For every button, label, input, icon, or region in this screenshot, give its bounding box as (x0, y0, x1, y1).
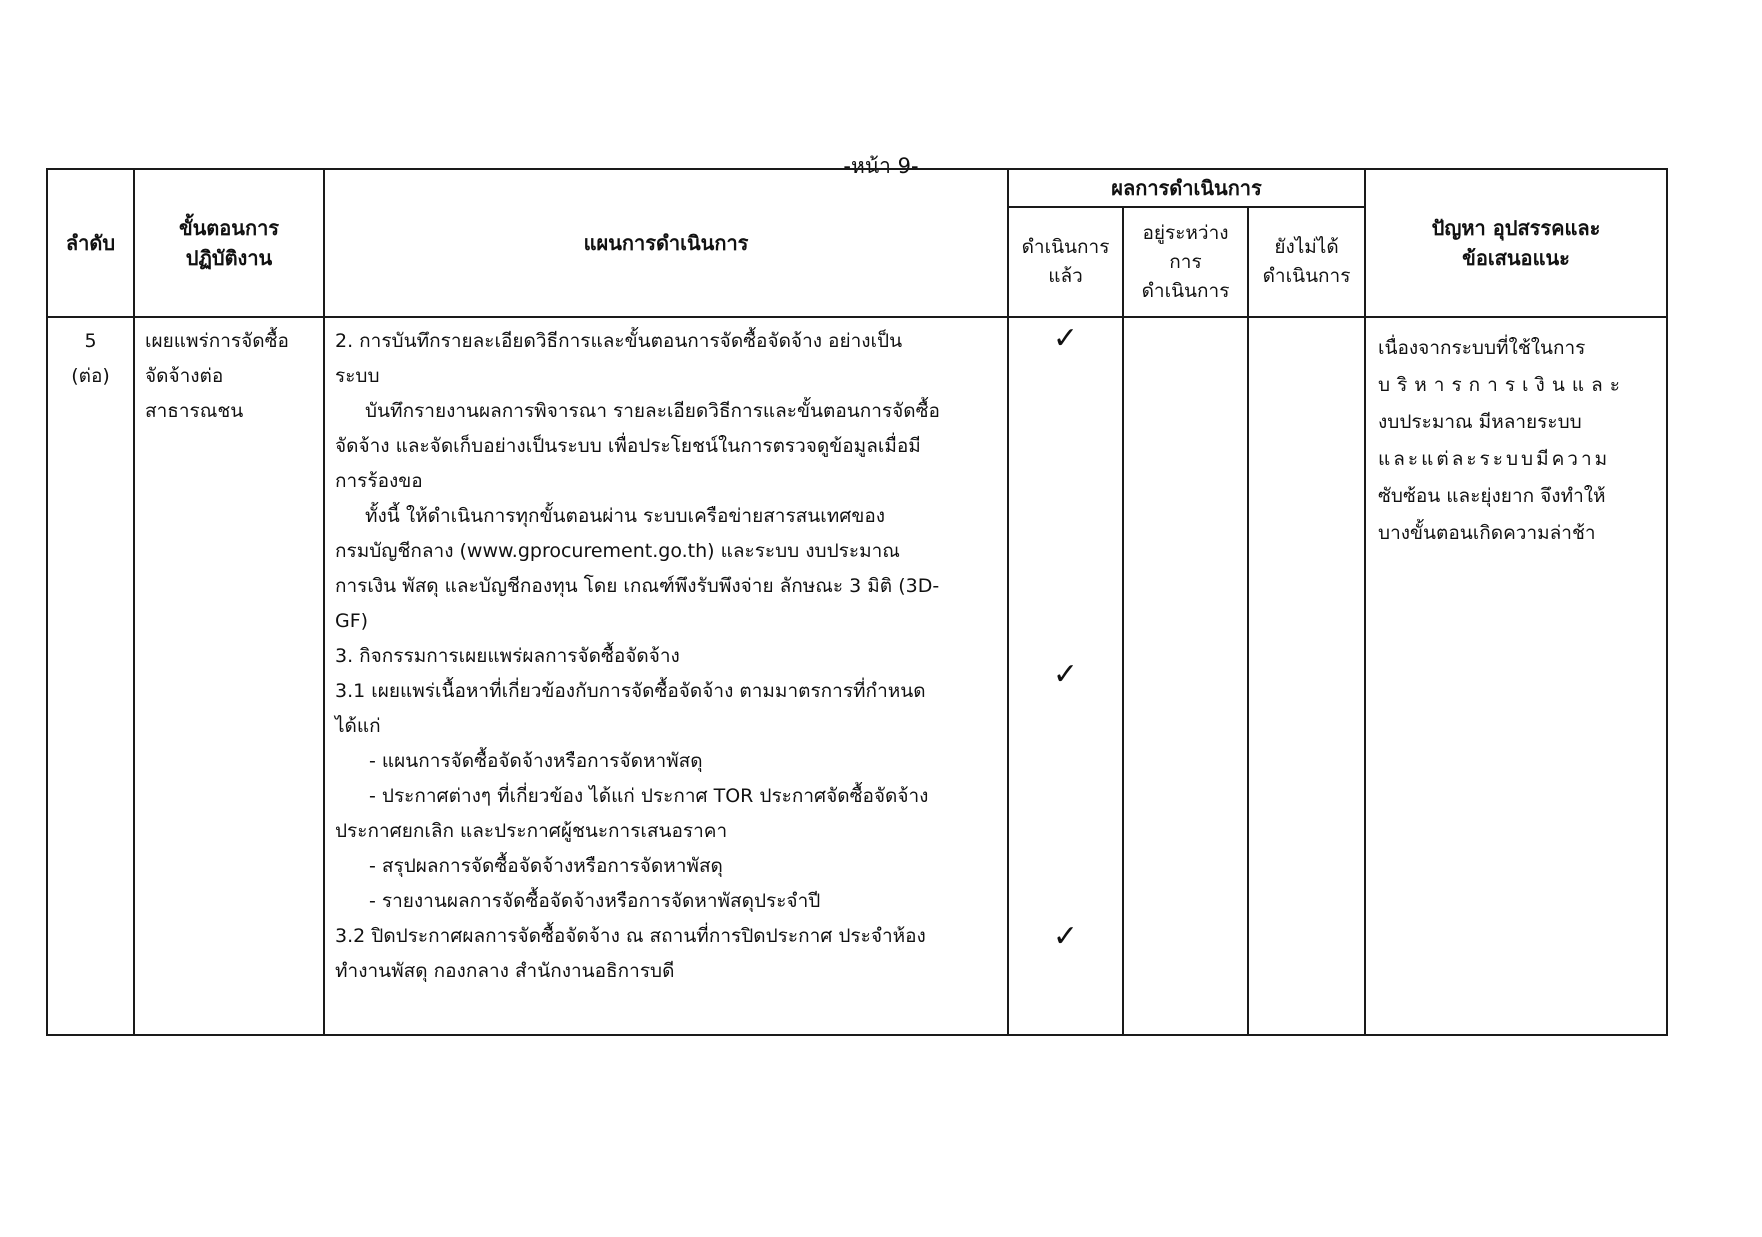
plan-line: GF) (335, 610, 369, 632)
plan-line: กรมบัญชีกลาง (www.gprocurement.go.th) และระบบ งบประมาณ (335, 540, 900, 562)
plan-line: ประกาศยกเลิก และประกาศผู้ชนะการเสนอราคา (335, 820, 728, 842)
header-not-started: ยังไม่ได้ ดำเนินการ (1248, 207, 1365, 317)
header-step: ขั้นตอนการ ปฏิบัติงาน (134, 169, 324, 317)
issue-line: งบประมาณ มีหลายระบบ (1378, 411, 1582, 433)
plan-line: 3.1 เผยแพร่เนื้อหาที่เกี่ยวข้องกับการจัดซื้อจัดจ้าง ตามมาตรการที่กำหนด (335, 680, 926, 702)
issue-line: ซับซ้อน และยุ่งยาก จึงทำให้ (1378, 485, 1606, 507)
issue-line: เนื่องจากระบบที่ใช้ในการ (1378, 337, 1586, 359)
page-number: -หน้า 9- (843, 154, 919, 178)
row-order: 5 (ต่อ) (47, 317, 134, 1035)
checkmark-icon: ✓ (1052, 919, 1079, 954)
plan-line: ได้แก่ (335, 715, 381, 737)
issue-line: บางขั้นตอนเกิดความล่าช้า (1378, 522, 1596, 544)
issue-line: และแต่ละระบบมีความ (1378, 448, 1611, 470)
plan-line: ทำงานพัสดุ กองกลาง สำนักงานอธิการบดี (335, 960, 675, 982)
plan-line: ระบบ (335, 365, 380, 387)
header-done: ดำเนินการ แล้ว (1008, 207, 1123, 317)
plan-line: - ประกาศต่างๆ ที่เกี่ยวข้อง ได้แก่ ประกาศ TOR ประกาศจัดซื้อจัดจ้าง (369, 785, 929, 807)
plan-line: - แผนการจัดซื้อจัดจ้างหรือการจัดหาพัสดุ (369, 750, 703, 772)
header-issues: ปัญหา อุปสรรคและ ข้อเสนอแนะ (1365, 169, 1667, 317)
plan-line: บันทึกรายงานผลการพิจารณา รายละเอียดวิธีการและขั้นตอนการจัดซื้อ (365, 400, 940, 422)
plan-line: - รายงานผลการจัดซื้อจัดจ้างหรือการจัดหาพัสดุประจำปี (369, 890, 821, 912)
checkmark-icon: ✓ (1052, 321, 1079, 356)
plan-line: - สรุปผลการจัดซื้อจัดจ้างหรือการจัดหาพัสดุ (369, 855, 723, 877)
header-in-progress: อยู่ระหว่าง การ ดำเนินการ (1123, 207, 1248, 317)
row-plan (324, 317, 1008, 1035)
plan-line: การร้องขอ (335, 470, 423, 492)
plan-line: 2. การบันทึกรายละเอียดวิธีการและขั้นตอนการจัดซื้อจัดจ้าง อย่างเป็น (335, 330, 903, 352)
row-issues (1365, 317, 1667, 1035)
row-done (1008, 317, 1123, 1035)
plan-line: 3.2 ปิดประกาศผลการจัดซื้อจัดจ้าง ณ สถานที่การปิดประกาศ ประจำห้อง (335, 925, 926, 947)
checkmark-icon: ✓ (1052, 657, 1079, 692)
row-not-started (1248, 317, 1365, 1035)
row-in-progress (1123, 317, 1248, 1035)
header-order: ลำดับ (47, 169, 134, 317)
plan-line: จัดจ้าง และจัดเก็บอย่างเป็นระบบ เพื่อประโยชน์ในการตรวจดูข้อมูลเมื่อมี (335, 435, 921, 457)
plan-line: ทั้งนี้ ให้ดำเนินการทุกขั้นตอนผ่าน ระบบเครือข่ายสารสนเทศของ (365, 505, 886, 527)
row-step: เผยแพร่การจัดซื้อ จัดจ้างต่อ สาธารณชน (134, 317, 324, 1035)
progress-table (46, 168, 1668, 1036)
header-plan: แผนการดำเนินการ (324, 169, 1008, 317)
issue-line: บริหารการเงินและ (1378, 374, 1627, 396)
header-result: ผลการดำเนินการ (1008, 169, 1365, 207)
table-row (47, 317, 1667, 1035)
plan-line: 3. กิจกรรมการเผยแพร่ผลการจัดซื้อจัดจ้าง (335, 645, 680, 667)
plan-line: การเงิน พัสดุ และบัญชีกองทุน โดย เกณฑ์พึงรับพึงจ่าย ลักษณะ 3 มิติ (3D- (335, 575, 940, 597)
